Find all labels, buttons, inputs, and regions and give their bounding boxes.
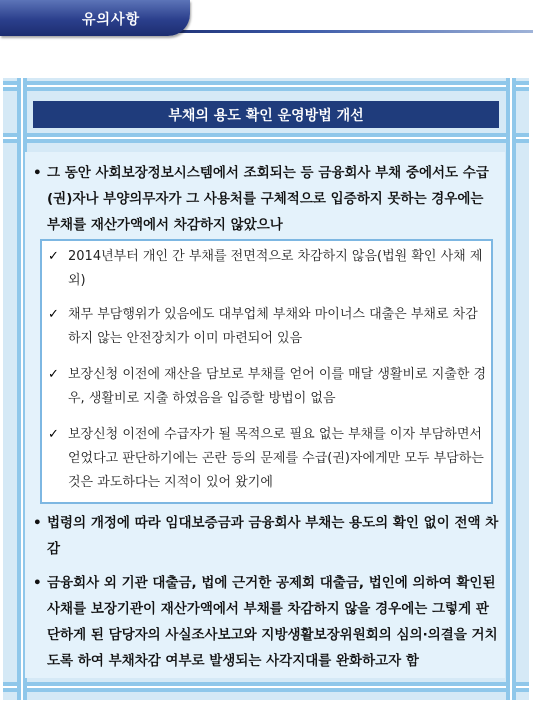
check-icon: ✓ (48, 307, 59, 322)
header-title: 유의사항 (82, 12, 141, 28)
frame-stripe (512, 78, 516, 700)
bullet-item (35, 570, 500, 674)
bullet-item (35, 510, 500, 562)
frame-stripe (3, 87, 529, 91)
check-icon: ✓ (48, 249, 59, 264)
check-icon: ✓ (48, 427, 59, 442)
bullet-marker: • (33, 515, 42, 531)
check-item (48, 245, 488, 293)
header-rule (150, 30, 533, 33)
check-text: 보장신청 이전에 재산을 담보로 부채를 얻어 이를 매달 생활비로 지출한 경우, 생활비로 지출 하였음을 입증할 방법이 없음 (68, 367, 487, 406)
check-item (48, 363, 488, 411)
bullet-text: 그 동안 사회보장정보시스템에서 조회되는 등 금융회사 부채 중에서도 수급(권)자나 부양의무자가 그 사용처를 구체적으로 입증하지 못하는 경우에는 부채를 재산가액에서 차감하지 않았으나 (47, 165, 489, 233)
bullet-text: 법령의 개정에 따라 임대보증금과 금융회사 부채는 용도의 확인 없이 전액 차감 (47, 515, 499, 557)
check-item (48, 423, 488, 495)
check-list-box (40, 239, 493, 504)
frame-stripe (3, 688, 529, 692)
header (0, 0, 533, 40)
frame-stripe (3, 139, 529, 143)
bullet-item (35, 160, 500, 238)
check-icon: ✓ (48, 367, 59, 382)
check-text: 2014년부터 개인 간 부채를 전면적으로 차감하지 않음(법원 확인 사채 제외) (68, 249, 483, 288)
check-text: 보장신청 이전에 수급자가 될 목적으로 필요 없는 부채를 이자 부담하면서 얻었다고 판단하기에는 곤란 등의 문제를 수급(권)자에게만 모두 부담하는 것은 과도하다는 지적이 있어 왔기에 (68, 427, 484, 490)
check-text: 채무 부담행위가 있음에도 대부업체 부채와 마이너스 대출은 부채로 차감하지 않는 안전장치가 이미 마련되어 있음 (68, 307, 478, 346)
bullet-marker: • (33, 575, 42, 591)
panel-title: 부채의 용도 확인 운영방법 개선 (33, 101, 499, 128)
bullet-marker: • (33, 165, 42, 181)
check-item (48, 303, 488, 351)
bullet-text: 금융회사 외 기관 대출금, 법에 근거한 공제회 대출금, 법인에 의하여 확인된 사채를 보장기관이 재산가액에서 부채를 차감하지 않을 경우에는 그렇게 판단하게 된 담당자의 사실조사보고와 지방생활보장위원회의 심의·의결을 거치도록 하여 부채차감 여부로 발생되는 사각지대를 완화하고자 함 (47, 575, 498, 669)
